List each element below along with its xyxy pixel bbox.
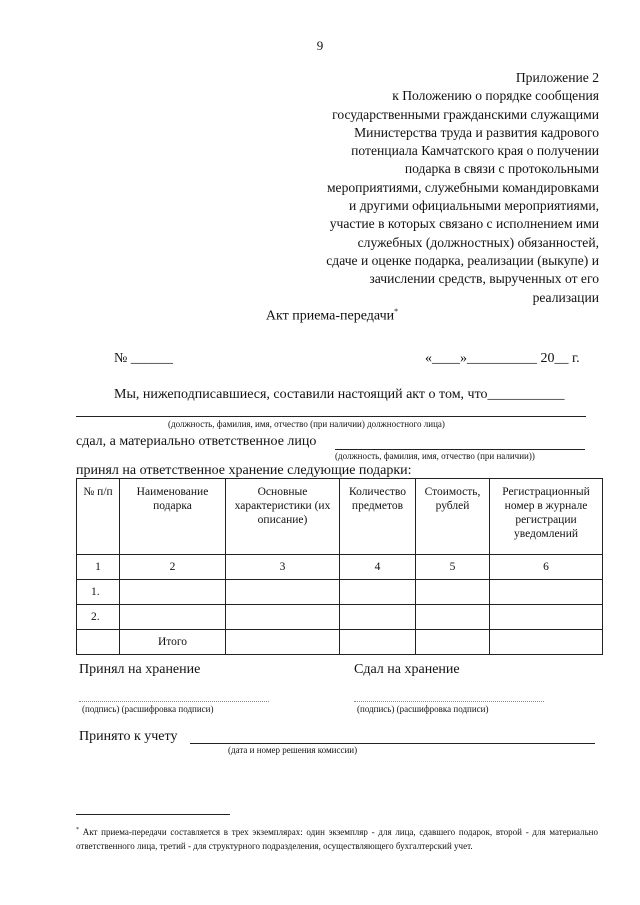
responsible-caption: (должность, фамилия, имя, отчество (при наличии)) bbox=[335, 451, 535, 461]
table-cell bbox=[416, 580, 490, 605]
intro-text: Мы, нижеподписавшиеся, составили настоящий акт о том, что___________ bbox=[114, 387, 565, 402]
signature-caption-right: (подпись) (расшифровка подписи) bbox=[357, 704, 489, 714]
table-cell bbox=[226, 580, 340, 605]
header-quantity: Количество предметов bbox=[340, 479, 416, 555]
appendix-line: участие в которых связано с исполнением ими bbox=[329, 216, 599, 232]
handed-text: сдал, а материально ответственное лицо bbox=[76, 434, 317, 449]
header-characteristics: Основные характеристики (их описание) bbox=[226, 479, 340, 555]
column-number: 5 bbox=[416, 555, 490, 580]
appendix-line: Министерства труда и развития кадрового bbox=[354, 124, 599, 140]
act-date-field: «____»__________ 20__ г. bbox=[425, 351, 580, 366]
official-line bbox=[76, 416, 586, 417]
table-cell bbox=[416, 630, 490, 655]
table-cell bbox=[490, 630, 603, 655]
footnote-mark: * bbox=[76, 827, 79, 833]
signature-caption-left: (подпись) (расшифровка подписи) bbox=[82, 704, 214, 714]
appendix-line: подарка в связи с протокольными bbox=[404, 161, 599, 177]
table-cell bbox=[490, 605, 603, 630]
footnote bbox=[76, 823, 598, 853]
responsible-line bbox=[335, 449, 585, 450]
accepted-for-storage-label: Принял на хранение bbox=[79, 662, 201, 677]
table-cell bbox=[490, 580, 603, 605]
appendix-line: государственными гражданскими служащими bbox=[332, 106, 599, 122]
gifts-table bbox=[76, 478, 603, 655]
column-number: 1 bbox=[77, 555, 120, 580]
appendix-line: потенциала Камчатского края о получении bbox=[351, 143, 599, 159]
header-registration-number: Регистрационный номер в журнале регистрации уведомлений bbox=[490, 479, 603, 555]
appendix-line: к Положению о порядке сообщения bbox=[392, 88, 599, 104]
signature-line-left bbox=[79, 701, 269, 702]
footnote-separator bbox=[76, 814, 230, 815]
table-cell: 1. bbox=[77, 580, 120, 605]
accepted-text: принял на ответственное хранение следующие подарки: bbox=[76, 463, 412, 478]
act-number-field: № ______ bbox=[114, 351, 173, 366]
table-total-row bbox=[77, 630, 603, 655]
registration-line bbox=[190, 743, 595, 744]
signature-line-right bbox=[354, 701, 544, 702]
title-text: Акт приема-передачи bbox=[265, 308, 395, 324]
column-number: 3 bbox=[226, 555, 340, 580]
table-cell bbox=[120, 580, 226, 605]
table-cell bbox=[77, 630, 120, 655]
table-row bbox=[77, 580, 603, 605]
table-column-numbers-row bbox=[77, 555, 603, 580]
header-gift-name: Наименование подарка bbox=[120, 479, 226, 555]
appendix-line: и другими официальными мероприятиями, bbox=[349, 198, 599, 214]
document-title bbox=[0, 307, 640, 325]
header-cost: Стоимость, рублей bbox=[416, 479, 490, 555]
page-number: 9 bbox=[316, 38, 324, 53]
table-row bbox=[77, 605, 603, 630]
table-header-row bbox=[77, 479, 603, 555]
official-caption: (должность, фамилия, имя, отчество (при наличии) должностного лица) bbox=[168, 419, 445, 429]
table-cell bbox=[340, 580, 416, 605]
table-cell bbox=[340, 605, 416, 630]
title-footnote-mark: * bbox=[394, 307, 399, 316]
footnote-text: Акт приема-передачи составляется в трех экземплярах: один экземпляр - для лица, сдавшего подарок, второй - для материально ответственного лица, третий - для структурного подразделения, осуществляющего бухгалтерский учет. bbox=[76, 827, 598, 851]
column-number: 2 bbox=[120, 555, 226, 580]
appendix-line: мероприятиями, служебными командировками bbox=[326, 179, 599, 195]
table-cell bbox=[120, 605, 226, 630]
handed-for-storage-label: Сдал на хранение bbox=[354, 662, 460, 677]
total-label: Итого bbox=[120, 630, 226, 655]
table-cell: 2. bbox=[77, 605, 120, 630]
column-number: 6 bbox=[490, 555, 603, 580]
header-number: № п/п bbox=[77, 479, 120, 555]
appendix-line: реализации bbox=[532, 289, 599, 305]
table-cell bbox=[226, 605, 340, 630]
registration-label: Принято к учету bbox=[79, 729, 178, 744]
registration-caption: (дата и номер решения комиссии) bbox=[228, 745, 358, 755]
table-cell bbox=[416, 605, 490, 630]
appendix-line: служебных (должностных) обязанностей, bbox=[357, 234, 599, 250]
table-cell bbox=[226, 630, 340, 655]
appendix-line: зачислении средств, вырученных от его bbox=[369, 271, 599, 287]
appendix-header bbox=[326, 69, 599, 307]
appendix-line: сдаче и оценке подарка, реализации (выкупе) и bbox=[326, 252, 599, 268]
table-cell bbox=[340, 630, 416, 655]
appendix-line: Приложение 2 bbox=[515, 70, 599, 85]
column-number: 4 bbox=[340, 555, 416, 580]
